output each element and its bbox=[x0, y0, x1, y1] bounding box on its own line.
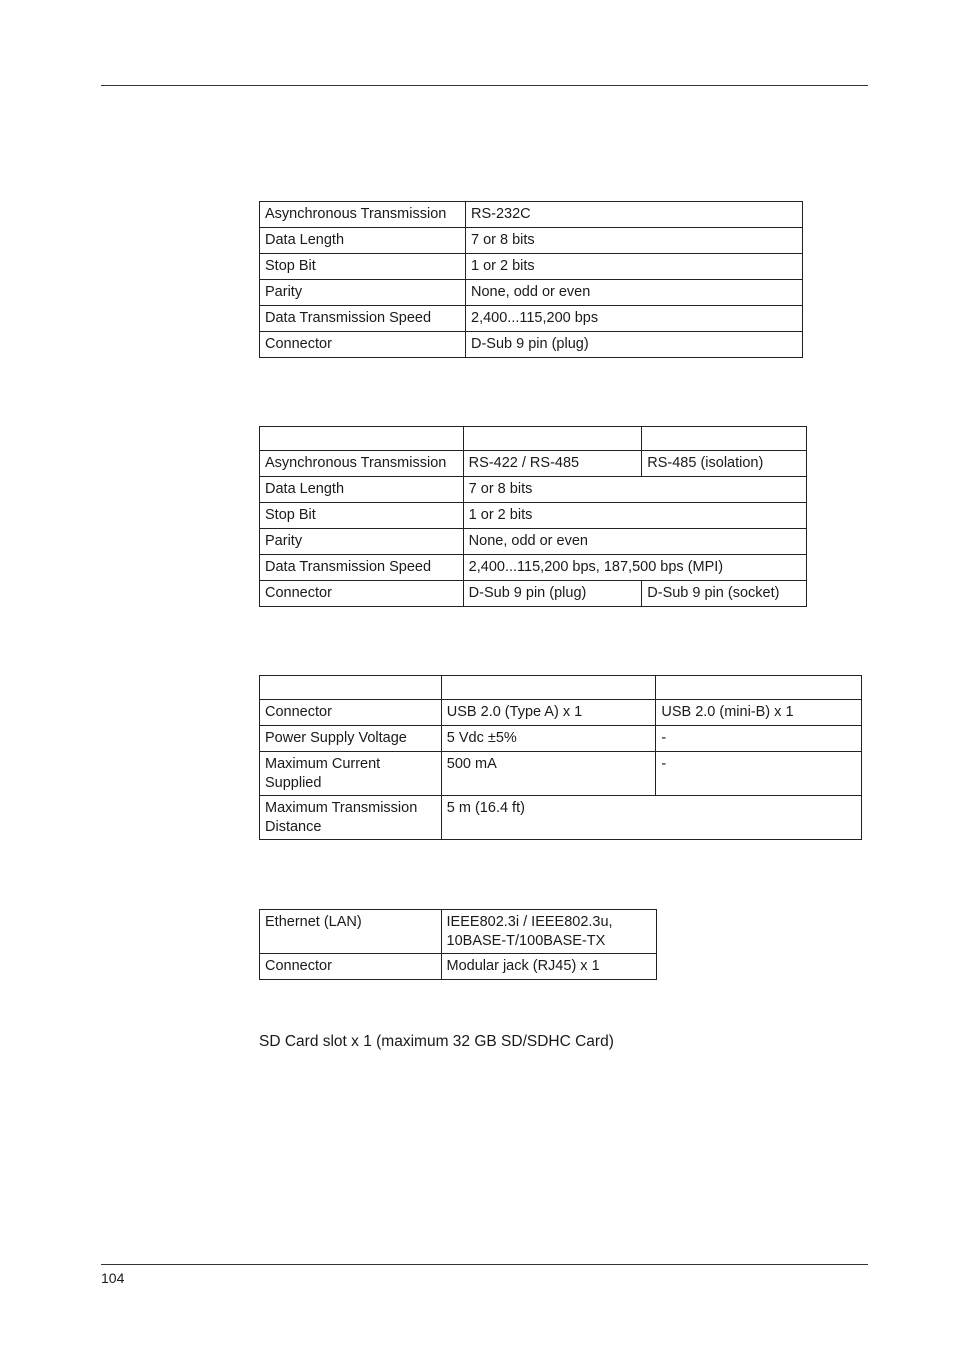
table-cell: Parity bbox=[260, 529, 464, 555]
footer-rule bbox=[101, 1264, 868, 1265]
table-cell bbox=[463, 427, 642, 451]
table-cell: Modular jack (RJ45) x 1 bbox=[441, 954, 656, 980]
table-cell: RS-232C bbox=[466, 202, 803, 228]
table-cell: Data Transmission Speed bbox=[260, 555, 464, 581]
table-row bbox=[260, 910, 657, 954]
table-row bbox=[260, 700, 862, 726]
table-cell: D-Sub 9 pin (plug) bbox=[466, 332, 803, 358]
table-row bbox=[260, 726, 862, 752]
table-cell: Maximum Current Supplied bbox=[260, 752, 442, 796]
table-cell: Connector bbox=[260, 700, 442, 726]
table-cell: Connector bbox=[260, 954, 442, 980]
usb-interface-table bbox=[259, 675, 862, 840]
table-cell: USB 2.0 (Type A) x 1 bbox=[441, 700, 656, 726]
table-row bbox=[260, 503, 807, 529]
table-cell: 1 or 2 bits bbox=[463, 503, 806, 529]
table-cell: 5 Vdc ±5% bbox=[441, 726, 656, 752]
table-cell: RS-485 (isolation) bbox=[642, 451, 807, 477]
table-cell: 7 or 8 bits bbox=[466, 228, 803, 254]
table-row bbox=[260, 954, 657, 980]
table-cell bbox=[260, 427, 464, 451]
table-cell: RS-422 / RS-485 bbox=[463, 451, 642, 477]
serial-interface-table bbox=[259, 201, 803, 358]
table-cell: 2,400...115,200 bps, 187,500 bps (MPI) bbox=[463, 555, 806, 581]
table-cell: IEEE802.3i / IEEE802.3u, 10BASE-T/100BASE-TX bbox=[441, 910, 656, 954]
table-cell: D-Sub 9 pin (socket) bbox=[642, 581, 807, 607]
table-row bbox=[260, 529, 807, 555]
table-row bbox=[260, 202, 803, 228]
table-row bbox=[260, 581, 807, 607]
table-cell: Data Length bbox=[260, 228, 466, 254]
table-row bbox=[260, 451, 807, 477]
table-cell: Asynchronous Transmission bbox=[260, 451, 464, 477]
table-cell: - bbox=[656, 726, 862, 752]
header-rule bbox=[101, 85, 868, 86]
table-cell: Parity bbox=[260, 280, 466, 306]
sd-card-note: SD Card slot x 1 (maximum 32 GB SD/SDHC Card) bbox=[259, 1033, 614, 1050]
table-cell: D-Sub 9 pin (plug) bbox=[463, 581, 642, 607]
ethernet-interface-table bbox=[259, 909, 657, 980]
table-cell bbox=[260, 676, 442, 700]
table-cell: USB 2.0 (mini-B) x 1 bbox=[656, 700, 862, 726]
rs422-interface-table bbox=[259, 426, 807, 607]
table-header-row bbox=[260, 676, 862, 700]
table-cell: 500 mA bbox=[441, 752, 656, 796]
table-cell: Power Supply Voltage bbox=[260, 726, 442, 752]
table-row bbox=[260, 477, 807, 503]
table-cell: - bbox=[656, 752, 862, 796]
table-row bbox=[260, 306, 803, 332]
table-cell bbox=[656, 676, 862, 700]
table-cell: 5 m (16.4 ft) bbox=[441, 796, 861, 840]
page-number: 104 bbox=[101, 1270, 125, 1286]
table-row bbox=[260, 280, 803, 306]
table-cell: Data Transmission Speed bbox=[260, 306, 466, 332]
table-cell: 2,400...115,200 bps bbox=[466, 306, 803, 332]
table-cell: Connector bbox=[260, 332, 466, 358]
table-row bbox=[260, 254, 803, 280]
table-cell: None, odd or even bbox=[466, 280, 803, 306]
table-row bbox=[260, 796, 862, 840]
table-cell: Ethernet (LAN) bbox=[260, 910, 442, 954]
table-cell: Stop Bit bbox=[260, 503, 464, 529]
table-cell bbox=[642, 427, 807, 451]
table-cell: Stop Bit bbox=[260, 254, 466, 280]
table-row bbox=[260, 228, 803, 254]
table-header-row bbox=[260, 427, 807, 451]
table-row bbox=[260, 332, 803, 358]
table-cell: None, odd or even bbox=[463, 529, 806, 555]
table-cell: Maximum Transmission Distance bbox=[260, 796, 442, 840]
table-cell: Connector bbox=[260, 581, 464, 607]
table-cell: Asynchronous Transmission bbox=[260, 202, 466, 228]
table-cell: 7 or 8 bits bbox=[463, 477, 806, 503]
table-row bbox=[260, 555, 807, 581]
table-row bbox=[260, 752, 862, 796]
table-cell: 1 or 2 bits bbox=[466, 254, 803, 280]
table-cell bbox=[441, 676, 656, 700]
table-cell: Data Length bbox=[260, 477, 464, 503]
